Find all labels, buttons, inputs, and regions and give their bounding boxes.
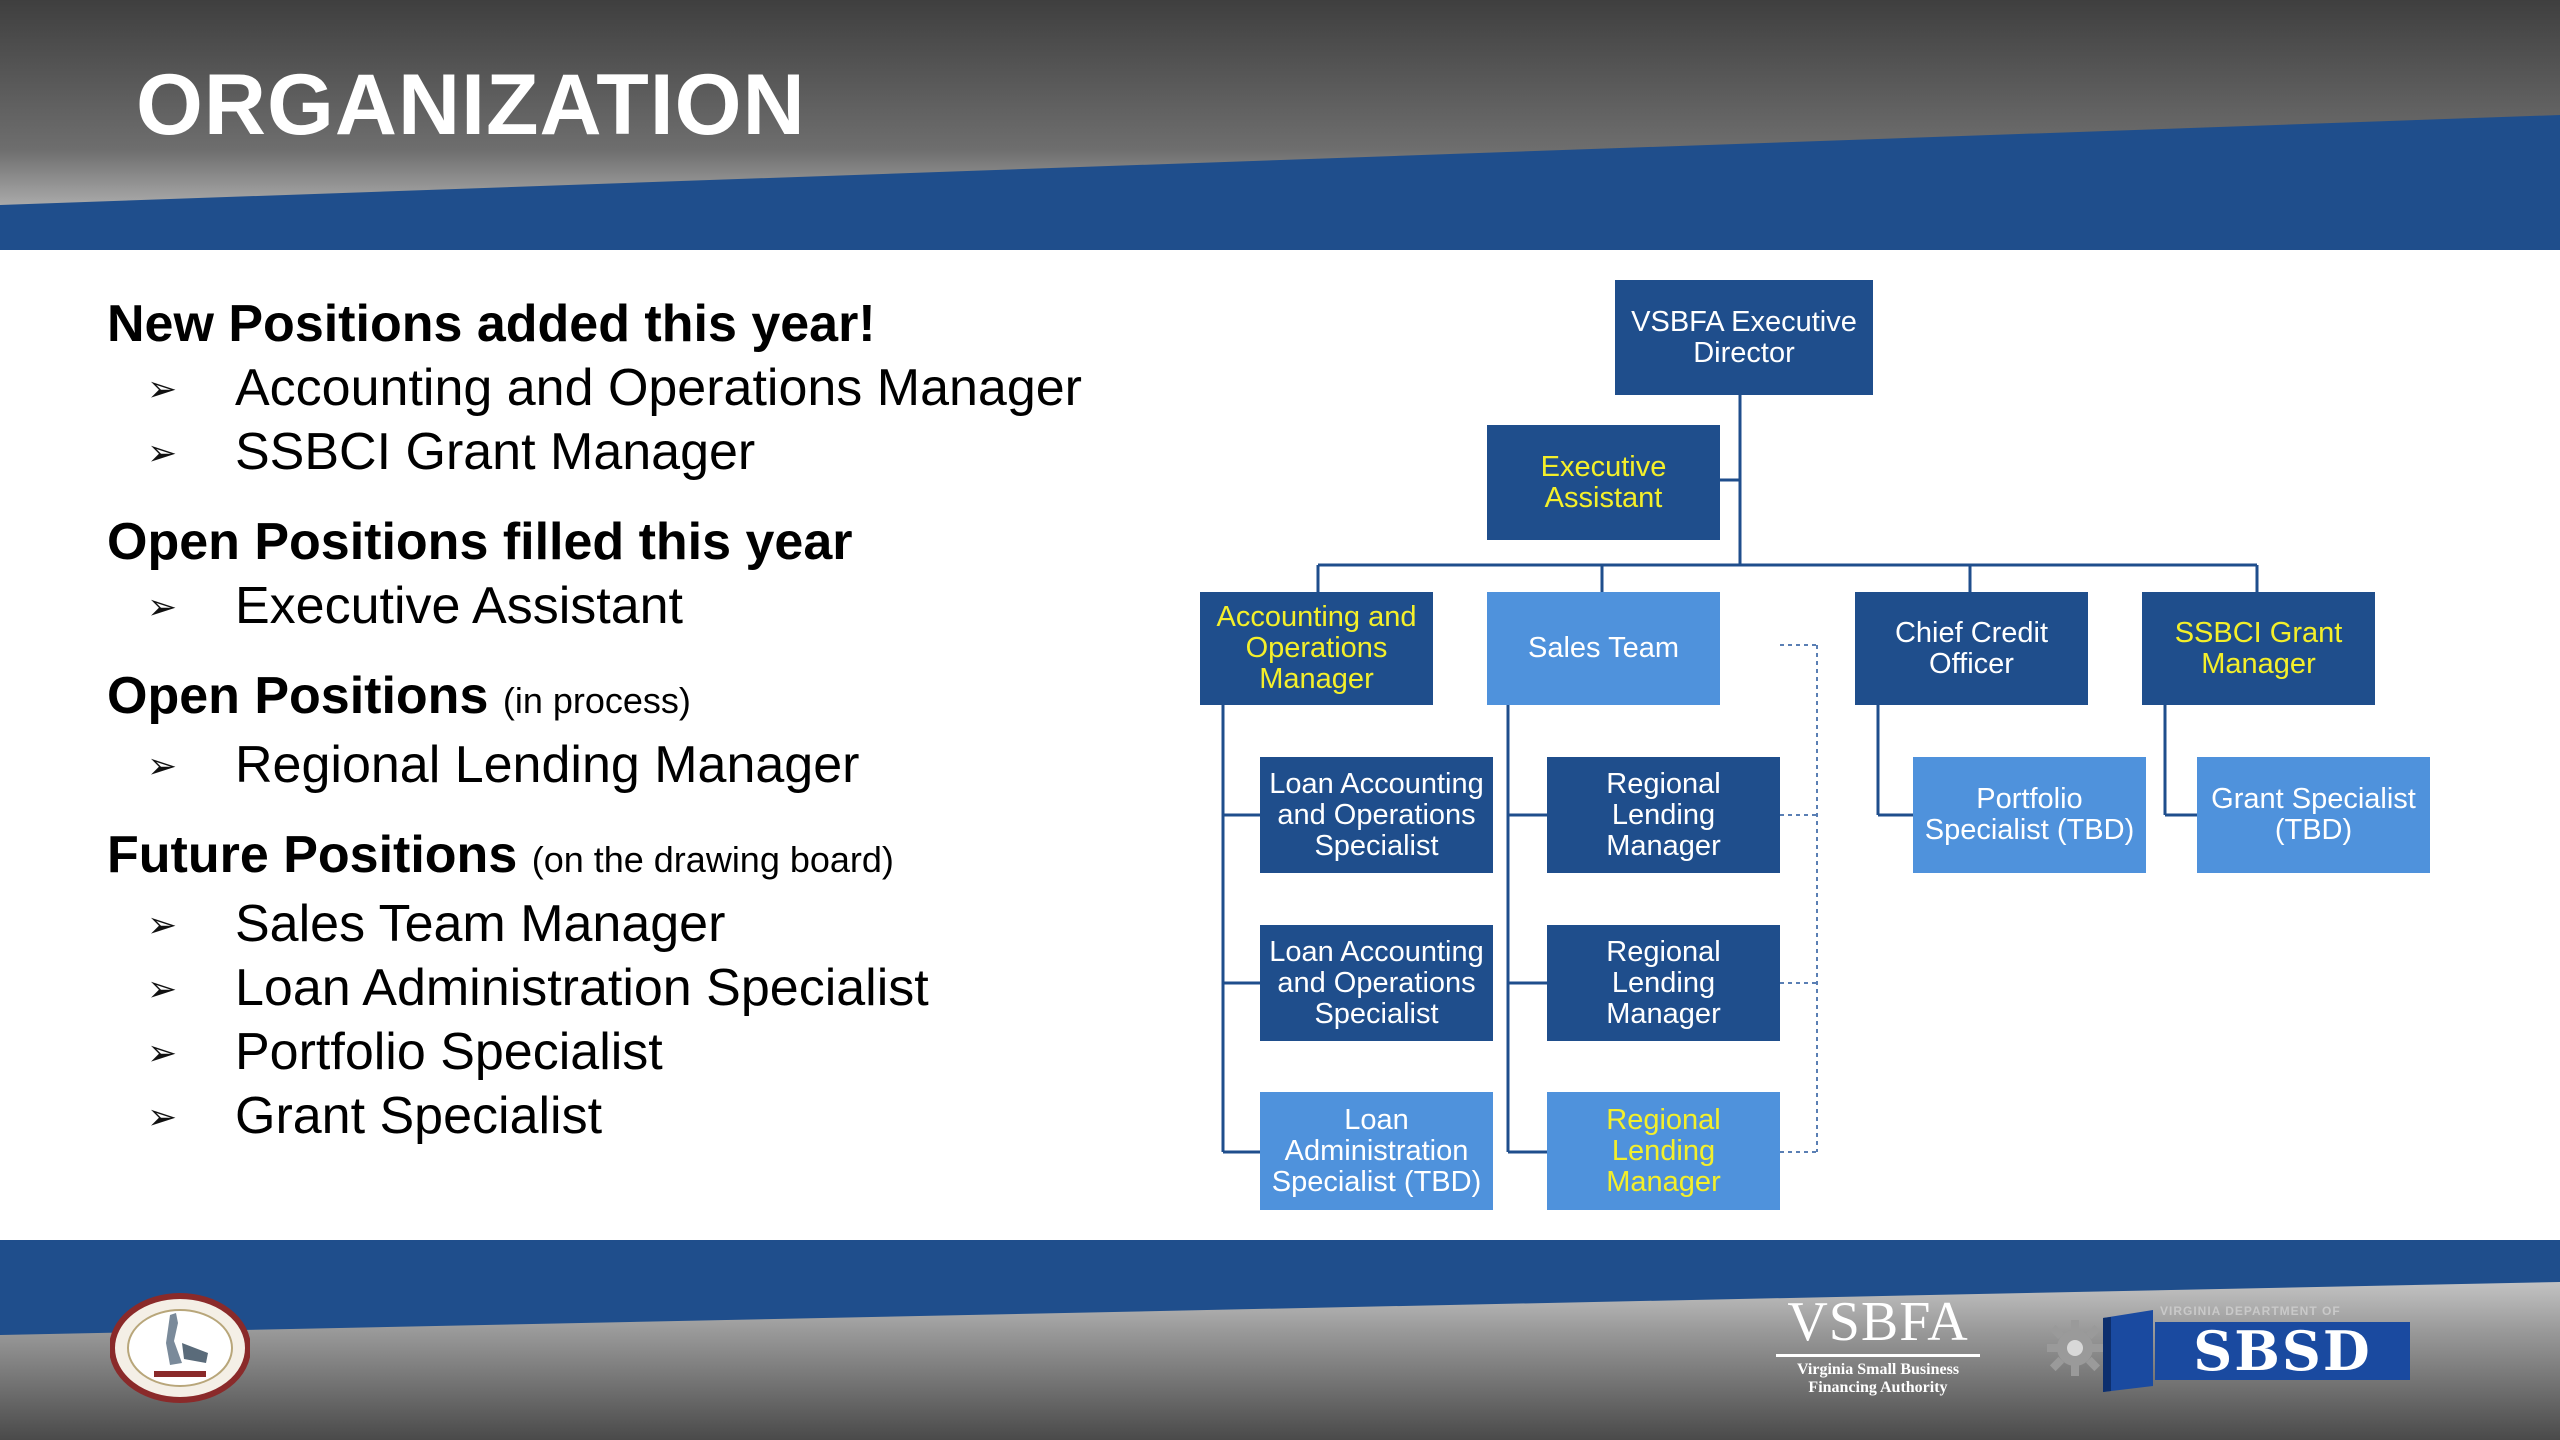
org-box-label-line: Regional Lending <box>1606 767 1721 831</box>
section-heading-text: Open Positions <box>107 667 489 725</box>
org-box-label <box>1925 784 2135 846</box>
org-box-label-line: VSBFA Executive <box>1631 305 1857 338</box>
org-box-label-line: Manager <box>1606 1165 1721 1198</box>
org-box-portfolio-specialist <box>1913 757 2146 873</box>
section-heading <box>107 664 1157 733</box>
org-box-label-line: Manager <box>1606 829 1721 862</box>
vsbfa-logo-name: VSBFA <box>1787 1291 1969 1353</box>
org-box-label-line: Portfolio <box>1976 783 2083 815</box>
list-item-text: Grant Specialist <box>235 1087 603 1145</box>
org-box-label <box>1541 452 1667 514</box>
list-item <box>107 892 1157 956</box>
org-box-label <box>1272 1105 1482 1198</box>
vsbfa-logo-tagline <box>1768 1361 1988 1397</box>
arrowhead-bullet-icon: ➢ <box>147 1033 178 1074</box>
list-item <box>107 1020 1157 1084</box>
section-heading-text: New Positions added this year! <box>107 295 876 353</box>
org-box-label-line: Specialist <box>1314 997 1439 1030</box>
arrowhead-bullet-icon: ➢ <box>147 587 178 628</box>
org-box-chief-credit <box>1855 592 2088 705</box>
org-box-label-line: Accounting and <box>1216 601 1417 633</box>
positions-section <box>107 823 1157 1148</box>
list-item-text: Portfolio Specialist <box>235 1023 663 1081</box>
org-box-label-line: Manager <box>2201 647 2316 680</box>
section-heading <box>107 510 1157 574</box>
org-box-label-line: Sales Team <box>1528 632 1679 664</box>
org-chart <box>1190 270 2450 1220</box>
flag-icon <box>2097 1308 2157 1392</box>
list-item <box>107 956 1157 1020</box>
org-box-label <box>1553 769 1774 862</box>
org-box-loan-admin <box>1260 1092 1493 1210</box>
list-item <box>107 356 1157 420</box>
org-box-label-line: Specialist (TBD) <box>1271 1165 1482 1198</box>
positions-section <box>107 292 1157 484</box>
org-box-label-line: Manager <box>1606 997 1721 1030</box>
org-box-label-line: and Operations <box>1277 966 1476 999</box>
org-box-label-line: Executive <box>1540 450 1667 483</box>
org-box-label-line: Regional Lending <box>1606 1103 1721 1167</box>
section-heading-text: Future Positions <box>107 826 518 884</box>
positions-summary <box>107 292 1157 1174</box>
org-box-label-line: Specialist (TBD) <box>1924 814 2135 846</box>
org-box-label <box>2175 618 2343 680</box>
arrowhead-bullet-icon: ➢ <box>147 1097 178 1138</box>
list-item <box>107 733 1157 797</box>
arrowhead-bullet-icon: ➢ <box>147 969 178 1010</box>
org-box-label <box>1895 618 2048 680</box>
org-box-label <box>2211 784 2416 846</box>
arrowhead-bullet-icon: ➢ <box>147 433 178 474</box>
bullet-list <box>107 356 1157 484</box>
arrowhead-bullet-icon: ➢ <box>147 369 178 410</box>
list-item-text: SSBCI Grant Manager <box>235 423 756 481</box>
list-item <box>107 420 1157 484</box>
section-heading <box>107 823 1157 892</box>
org-box-rlm-3 <box>1547 1092 1780 1210</box>
org-box-label-line: Director <box>1693 336 1795 369</box>
org-box-label <box>1269 769 1483 862</box>
list-item-text: Executive Assistant <box>235 577 683 635</box>
section-note: (on the drawing board) <box>531 839 894 880</box>
positions-section <box>107 664 1157 797</box>
org-box-loan-acct-2 <box>1260 925 1493 1041</box>
org-box-label <box>1217 602 1417 695</box>
vsbfa-logo <box>1768 1292 1988 1397</box>
org-box-label <box>1553 937 1774 1030</box>
org-box-ssbci-grant-manager <box>2142 592 2375 705</box>
gear-icon <box>2045 1318 2105 1378</box>
org-box-rlm-2 <box>1547 925 1780 1041</box>
org-box-rlm-1 <box>1547 757 1780 873</box>
org-box-label-line: Administration <box>1284 1134 1469 1167</box>
sbsd-logo <box>2045 1300 2425 1400</box>
sbsd-logo-name: SBSD <box>2155 1322 2410 1380</box>
list-item <box>107 1084 1157 1148</box>
org-box-sales-team <box>1487 592 1720 705</box>
org-box-label <box>1528 633 1679 664</box>
org-box-loan-acct-1 <box>1260 757 1493 873</box>
dotted-reporting-lines <box>1780 645 1817 1152</box>
org-box-label-line: and Operations <box>1277 798 1476 831</box>
list-item-text: Accounting and Operations Manager <box>235 359 1082 417</box>
list-item <box>107 574 1157 638</box>
vsbfa-logo-rule <box>1776 1354 1980 1357</box>
vsbfa-tagline-line-1: Virginia Small Business <box>1796 1361 1960 1378</box>
org-box-label-line: Officer <box>1929 647 2014 680</box>
org-box-label-line: Chief Credit <box>1894 616 2049 649</box>
bullet-list <box>107 574 1157 638</box>
sbsd-logo-header: VIRGINIA DEPARTMENT OF <box>2160 1304 2341 1318</box>
org-box-label-line: Manager <box>1259 663 1374 695</box>
arrowhead-bullet-icon: ➢ <box>147 905 178 946</box>
arrowhead-bullet-icon: ➢ <box>147 746 178 787</box>
list-item-text: Loan Administration Specialist <box>235 959 929 1017</box>
org-box-label-line: Operations <box>1245 632 1388 664</box>
org-box-acct-ops-manager <box>1200 592 1433 705</box>
org-box-label-line: Loan <box>1344 1103 1409 1136</box>
org-box-label <box>1269 937 1483 1030</box>
org-box-label-line: Specialist <box>1314 829 1439 862</box>
org-box-label-line: Assistant <box>1544 481 1663 514</box>
positions-section <box>107 510 1157 638</box>
org-chart-connectors <box>1190 270 2450 1220</box>
org-box-director <box>1615 280 1873 395</box>
org-box-label-line: Regional Lending <box>1606 935 1721 999</box>
section-heading-text: Open Positions filled this year <box>107 513 853 571</box>
virginia-seal-icon <box>110 1293 250 1403</box>
list-item-text: Regional Lending Manager <box>235 736 860 794</box>
list-item-text: Sales Team Manager <box>235 895 726 953</box>
org-box-label <box>1631 307 1857 369</box>
org-box-label-line: (TBD) <box>2274 814 2353 846</box>
header-band <box>0 0 2560 250</box>
slide-title: ORGANIZATION <box>136 57 806 153</box>
section-note: (in process) <box>502 680 691 721</box>
bullet-list <box>107 892 1157 1148</box>
bullet-list <box>107 733 1157 797</box>
vsbfa-tagline-line-2: Financing Authority <box>1808 1379 1948 1396</box>
org-box-grant-specialist <box>2197 757 2430 873</box>
org-box-exec-assistant <box>1487 425 1720 540</box>
org-box-label-line: Loan Accounting <box>1269 767 1484 800</box>
section-heading <box>107 292 1157 356</box>
org-box-label-line: SSBCI Grant <box>2174 616 2343 649</box>
org-box-label <box>1553 1105 1774 1198</box>
org-box-label-line: Grant Specialist <box>2211 783 2416 815</box>
org-box-label-line: Loan Accounting <box>1269 935 1484 968</box>
